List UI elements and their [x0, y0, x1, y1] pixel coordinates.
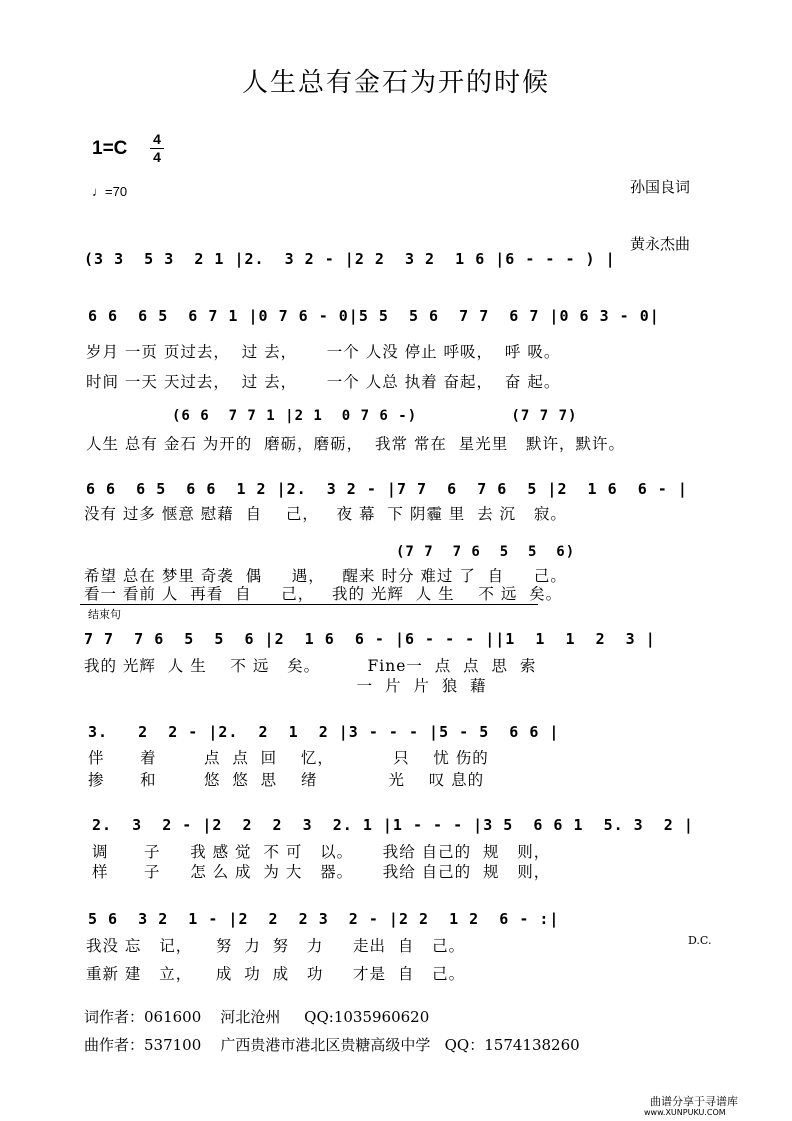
- system-9-notes: 5 6 3 2 1 - |2 2 2 3 2 - |2 2 1 2 6 - :|: [88, 910, 560, 928]
- ending-bracket: [80, 604, 538, 605]
- system-2-lyrics-1: 岁月 一页 页过去， 过 去， 一个 人没 停止 呼吸， 呼 吸。: [86, 343, 561, 361]
- system-4-notes: 6 6 6 5 6 6 1 2 |2. 3 2 - |7 7 6 7 6 5 |2 1 6 6 - |: [86, 480, 688, 498]
- ending-label: 结束句: [88, 608, 121, 621]
- system-9-lyrics-1: 我没 忘 记， 努 力 努 力 走出 自 己。: [86, 937, 466, 955]
- time-signature-bottom: 4: [153, 149, 161, 165]
- system-2-lyrics-2: 时间 一天 天过去， 过 去， 一个 人总 执着 奋起， 奋 起。: [86, 373, 561, 391]
- system-5-notes: (7 7 7 6 5 5 6): [396, 544, 576, 560]
- time-signature-top: 4: [153, 131, 161, 147]
- system-8-lyrics-1: 调 子 我 感 觉 不 可 以。 我给 自己的 规 则，: [92, 843, 551, 861]
- lyricist-credit: 孙国良词: [630, 178, 691, 196]
- composer-info: 曲作者：537100 广西贵港市港北区贵糖高级中学 QQ：1574138260: [84, 1036, 580, 1054]
- tempo-mark: ♩=70: [92, 184, 128, 199]
- footer-brand: 曲谱分享于寻谱库: [650, 1095, 738, 1108]
- system-9-lyrics-2: 重新 建 立， 成 功 成 功 才是 自 己。: [86, 965, 466, 983]
- credits: [630, 140, 690, 273]
- system-8-lyrics-2: 样 子 怎 么 成 为 大 器。 我给 自己的 规 则，: [92, 863, 551, 881]
- system-4-lyrics: 没有 过多 惬意 慰藉 自 己， 夜 幕 下 阴霾 里 去 沉 寂。: [84, 505, 567, 523]
- footer-url[interactable]: www.XUNPUKU.COM: [644, 1108, 726, 1117]
- page-title: 人生总有金石为开的时候: [241, 68, 550, 98]
- key-signature: 1=C: [92, 138, 128, 159]
- time-signature: [150, 132, 164, 165]
- system-5-lyrics-1: 希望 总在 梦里 奇袭 偶 遇， 醒来 时分 难过 了 自 己。: [84, 567, 567, 585]
- system-5-lyrics-2: 看一 看前 人 再看 自 己， 我的 光辉 人 生 不 远 矣。: [84, 585, 563, 603]
- system-2-notes: 6 6 6 5 6 7 1 |0 7 6 - 0|5 5 5 6 7 7 6 7 |0 6 3 - 0|: [88, 307, 660, 325]
- system-6-notes: 7 7 7 6 5 5 6 |2 1 6 6 - |6 - - - ||1 1 1 2 3 |: [84, 630, 656, 648]
- system-6-lyrics-2: 一 片 片 狼 藉: [84, 677, 487, 695]
- system-8-notes: 2. 3 2 - |2 2 2 3 2. 1 |1 - - - |3 5 6 6 1 5. 3 2 |: [92, 816, 694, 834]
- dc-mark: D.C.: [688, 934, 712, 947]
- system-7-lyrics-1: 伴 着 点 点 回 忆， 只 忧 伤的: [88, 749, 489, 767]
- composer-credit: 黄永杰曲: [630, 235, 691, 253]
- system-7-lyrics-2: 掺 和 悠 悠 思 绪 光 叹 息的: [88, 771, 485, 789]
- system-1-notes: (3 3 5 3 2 1 |2. 3 2 - |2 2 3 2 1 6 |6 - - - ) |: [84, 250, 616, 268]
- system-3-lyrics: 人生 总有 金石 为开的 磨砺，磨砺， 我常 常在 星光里 默许，默许。: [86, 435, 626, 453]
- system-6-lyrics-1: 我的 光辉 人 生 不 远 矣。 Fine一 点 点 思 索: [84, 657, 537, 675]
- system-3-notes: (6 6 7 7 1 |2 1 0 7 6 -) (7 7 7): [172, 408, 578, 424]
- system-7-notes: 3. 2 2 - |2. 2 1 2 |3 - - - |5 - 5 6 6 |: [88, 723, 560, 741]
- lyricist-info: 词作者：061600 河北沧州 QQ:1035960620: [84, 1008, 430, 1026]
